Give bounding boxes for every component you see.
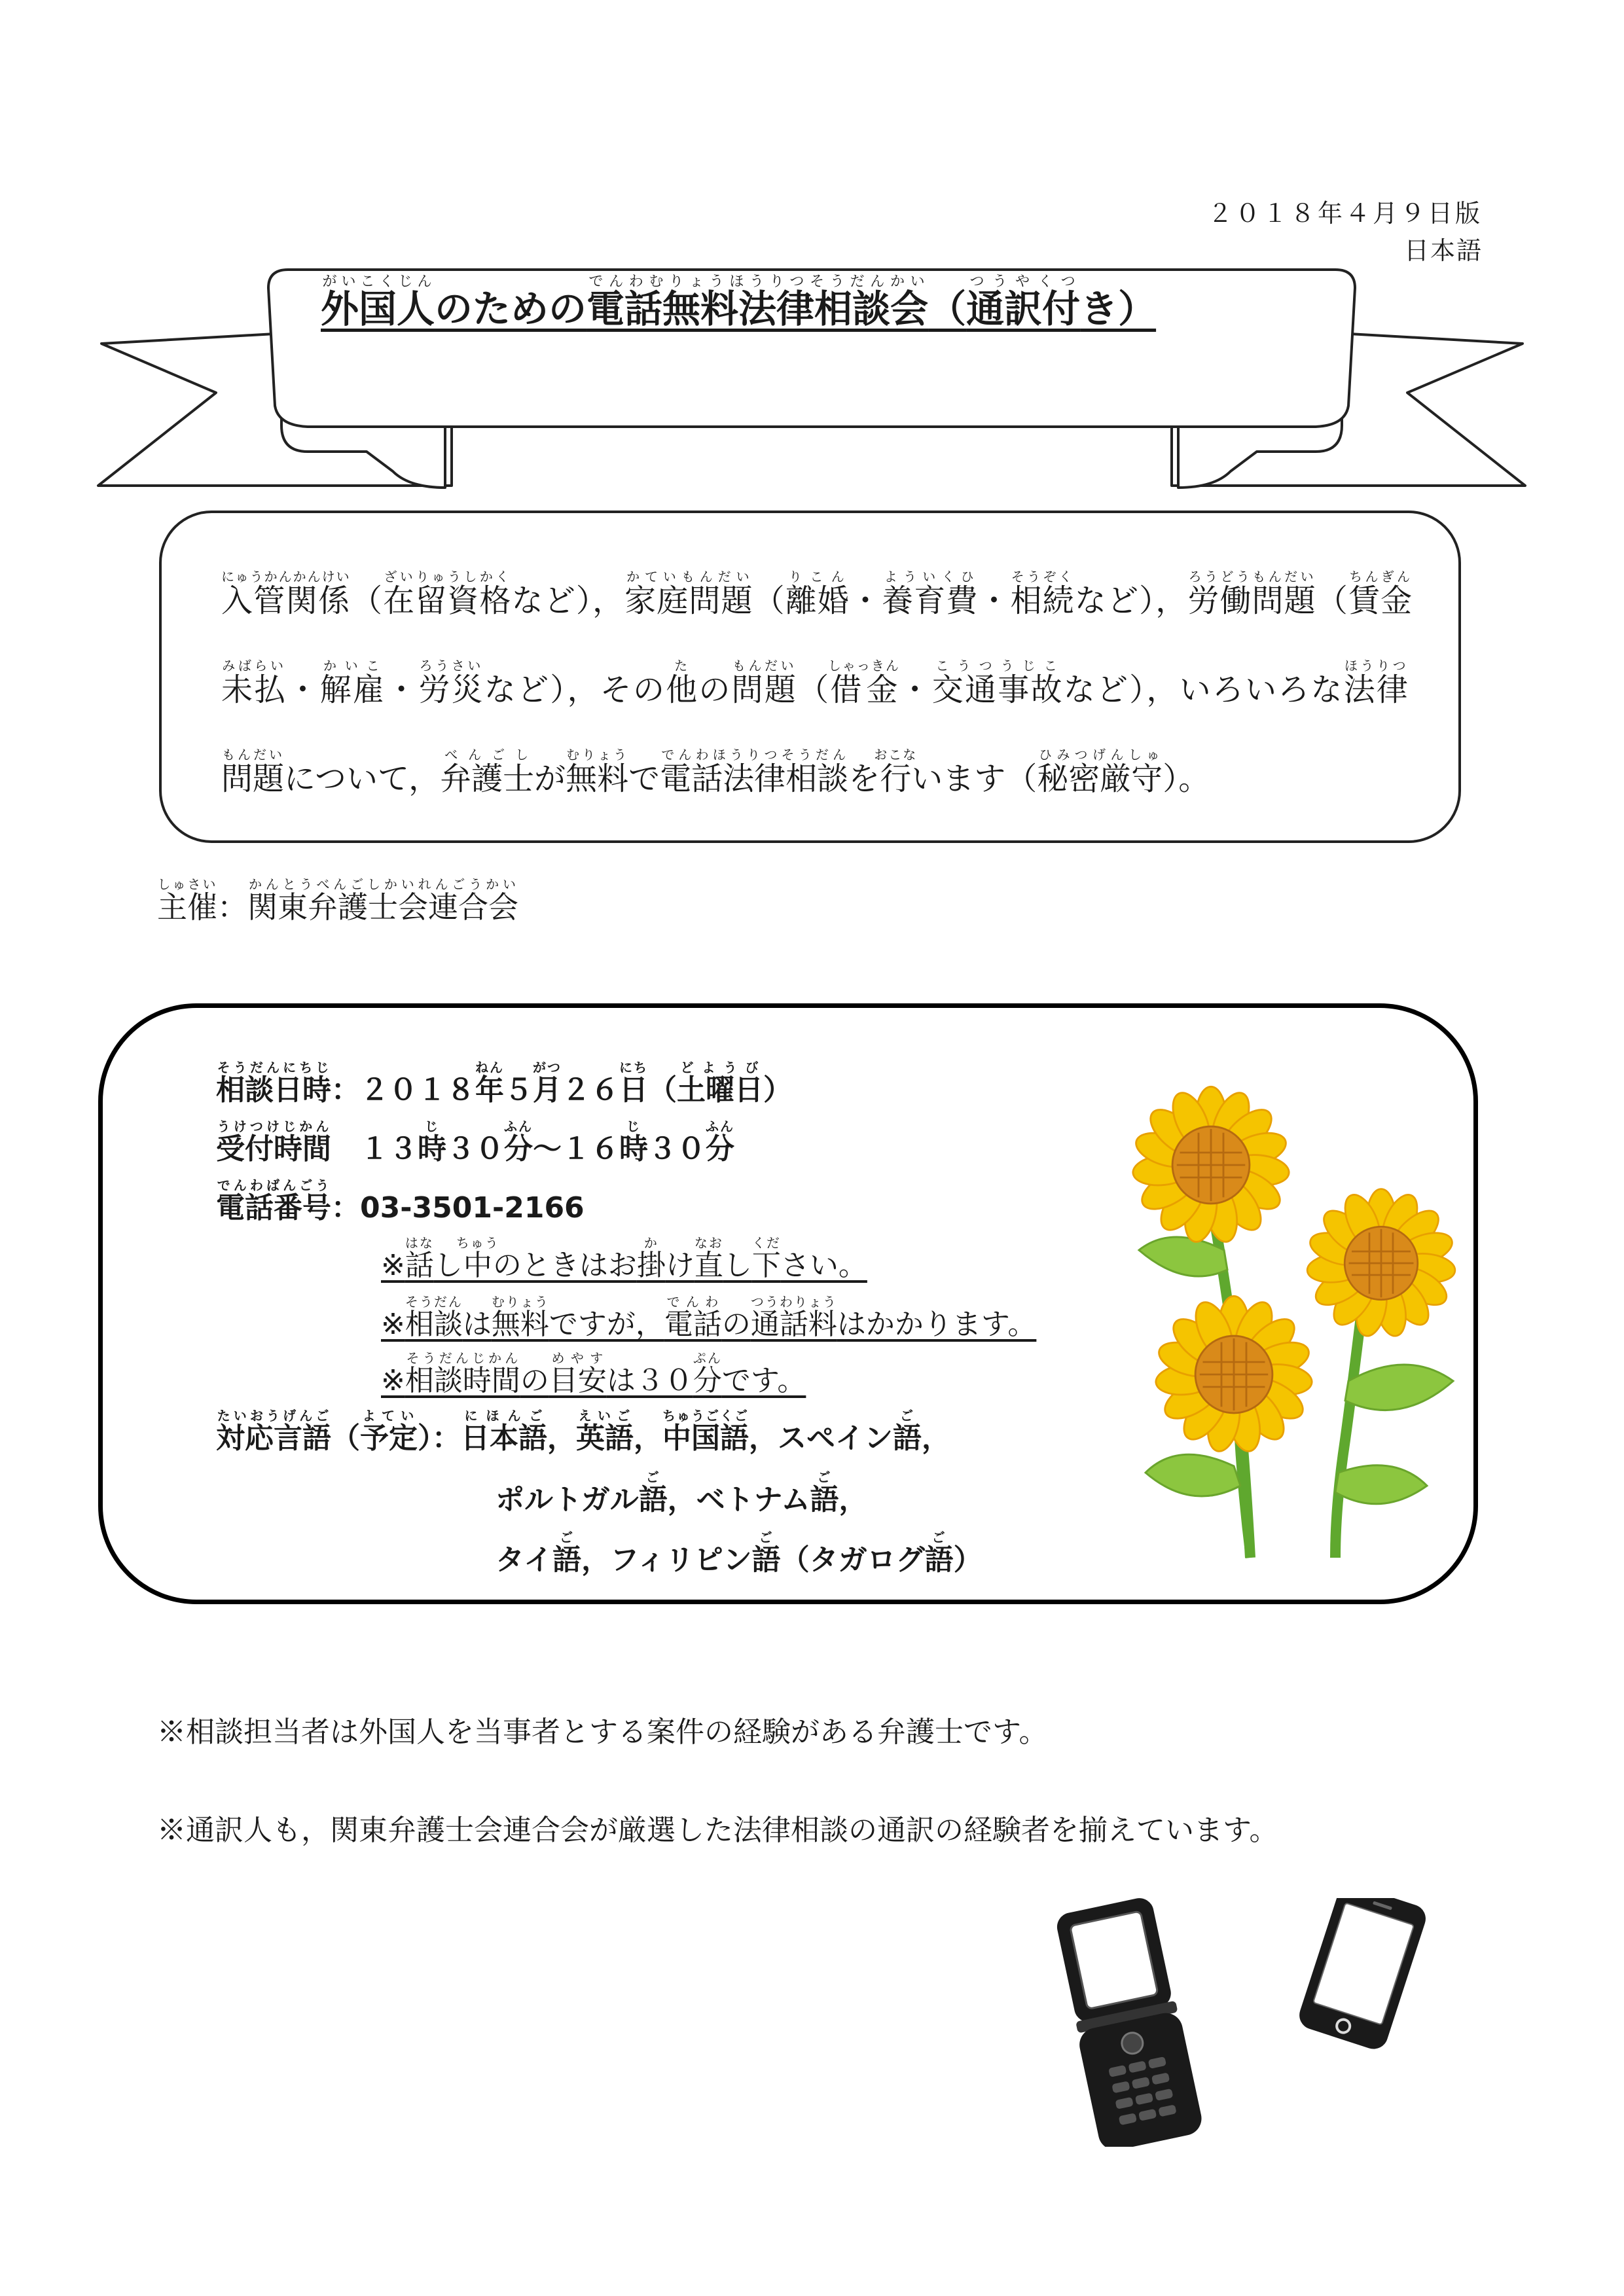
footnote-interpreters: ※通訳人も，関東弁護士会連合会が厳選した法律相談の通訳の経験者を揃えています。 [157, 1814, 1278, 1847]
note-duration: ※相談時間そうだんじかんの目安めやすは３０分ぷんです。 [381, 1350, 806, 1397]
smartphone-icon [1295, 1898, 1429, 2053]
intro-text: 入管関係にゅうかんかんけい（在留資格ざいりゅうしかくなど），家庭問題かていもんだい（離婚りこん・養育費よういくひ・相続そうぞくなど），労働問題ろうどうもんだい（賃金ちんぎん未払みばらい・解雇かいこ・労災ろうさいなど），その他たの問題もんだい（借金しゃっきん・交通事故こうつうじこなど），いろいろな法律ほうりつ問題もんだいについて，弁護士べんごしが無料むりょうで電話法律相談でんわほうりつそうだんを行おこないます（秘密厳守ひみつげんしゅ）。 [221, 569, 1413, 797]
footnote-lawyers: ※相談担当者は外国人を当事者とする案件の経験がある弁護士です。 [157, 1715, 1048, 1749]
consultation-date: 相談日時そうだんにちじ：２０１８年ねん５月がつ２６日にち（土曜日どようび） [216, 1060, 792, 1107]
page-title: 外国人がいこくじんのための電話無料法律相談会でんわむりょうほうりつそうだんかい（通訳付つうやくつき） [321, 274, 1157, 331]
reception-hours: 受付時間うけつけじかん １３時じ３０分ふん～１６時じ３０分ふん [216, 1119, 734, 1166]
flip-phone-icon [1052, 1898, 1204, 2147]
document-language: 日本語 [1403, 236, 1483, 265]
note-call-charges: ※相談そうだんは無料むりょうですが，電話でんわの通話料つうわりょうはかかります。 [381, 1294, 1037, 1341]
edition-date: ２０１８年４月９日版 [1207, 199, 1483, 228]
phone-number-value: ：03-3501-2166 [331, 1191, 585, 1225]
phone-number: 電話番号でんわばんごう：03-3501-2166 [216, 1177, 585, 1225]
note-busy-line: ※話はなし中ちゅうのときはお掛かけ直なおし下ください。 [381, 1235, 867, 1282]
phones-illustration [1047, 1898, 1440, 2147]
languages-line-3: タイ語ご，フィリピン語ご（タガログ語ご） [496, 1530, 983, 1577]
languages-line-1: 対応言語たいおうげんご（予定よてい）：日本語にほんご，英語えいご，中国語ちゅうごくご，スペイン語ご， [216, 1408, 950, 1455]
sunflower-icon [1119, 1073, 1473, 1571]
organizer-line: 主催しゅさい：関東弁護士会連合会かんとうべんごしかいれんごうかい [157, 876, 518, 925]
ribbon-banner-icon [0, 0, 1624, 524]
languages-line-2: ポルトガル語ご，ベトナム語ご， [496, 1469, 868, 1516]
